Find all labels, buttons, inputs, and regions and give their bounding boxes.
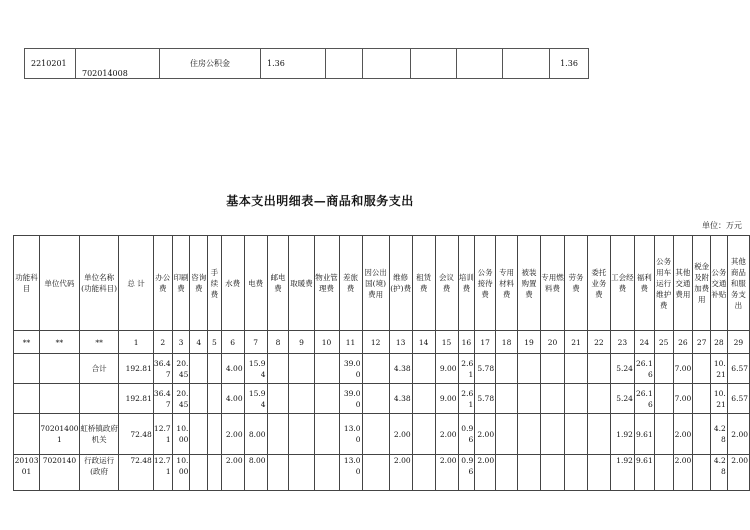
table-cell <box>289 384 314 414</box>
table-cell: 2.00 <box>475 455 496 491</box>
table-cell <box>496 455 518 491</box>
column-header: 劳务费 <box>564 236 587 331</box>
column-header: 被装购置费 <box>518 236 541 331</box>
table-cell: 7020140 <box>40 455 80 491</box>
table-cell <box>267 455 289 491</box>
table-cell: 192.81 <box>119 354 153 384</box>
table-cell <box>190 384 208 414</box>
table-cell: 10.21 <box>711 354 728 384</box>
table-cell: 2.00 <box>221 414 244 455</box>
column-number-cell: 15 <box>435 331 458 354</box>
table-cell <box>79 384 119 414</box>
column-number-cell: 12 <box>362 331 389 354</box>
column-number-cell: 8 <box>267 331 289 354</box>
column-header: 维修(护)费 <box>389 236 412 331</box>
column-number-cell: ** <box>79 331 119 354</box>
table-cell <box>314 455 339 491</box>
table-cell: 2.00 <box>435 455 458 491</box>
table-cell <box>314 384 339 414</box>
table-cell <box>564 455 587 491</box>
table-cell: 2.00 <box>221 455 244 491</box>
unit-label: 单位：万元 <box>702 221 742 230</box>
table-cell <box>208 384 222 414</box>
empty-cell <box>363 49 411 79</box>
column-header: 公务用车运行维护费 <box>654 236 673 331</box>
column-header: 手续费 <box>208 236 222 331</box>
column-number-cell: 1 <box>119 331 153 354</box>
column-number-cell: 28 <box>711 331 728 354</box>
table-cell <box>518 414 541 455</box>
table-cell: 8.00 <box>244 414 267 455</box>
column-number-cell: 2 <box>153 331 172 354</box>
table-cell: 12.71 <box>153 455 172 491</box>
table-cell: 9.61 <box>634 455 654 491</box>
page-title: 基本支出明细表—商品和服务支出 <box>226 194 414 208</box>
column-number-cell: 26 <box>673 331 693 354</box>
column-number-row <box>14 331 750 354</box>
table-cell: 9.61 <box>634 414 654 455</box>
table-cell: 虹桥镇政府机关 <box>79 414 119 455</box>
table-cell: 1.92 <box>610 455 634 491</box>
table-cell: 10.00 <box>172 414 190 455</box>
column-number-cell: 10 <box>314 331 339 354</box>
column-header: 其他商品和服务支出 <box>727 236 749 331</box>
table-cell <box>654 384 673 414</box>
column-header: 功能科目 <box>14 236 40 331</box>
table-cell: 15.94 <box>244 384 267 414</box>
column-header: 税金及附加费用 <box>693 236 711 331</box>
table-cell: 13.00 <box>339 414 362 455</box>
column-header: 其他交通费用 <box>673 236 693 331</box>
table-cell: 36.47 <box>153 354 172 384</box>
table-cell: 10.00 <box>172 455 190 491</box>
column-header: 公务交通补贴 <box>711 236 728 331</box>
table-cell <box>540 455 564 491</box>
column-number-cell: 5 <box>208 331 222 354</box>
table-cell <box>289 455 314 491</box>
column-number-cell: 16 <box>458 331 475 354</box>
empty-cell <box>457 49 503 79</box>
column-header: 单位代码 <box>40 236 80 331</box>
column-number-cell: 23 <box>610 331 634 354</box>
column-number-cell: 20 <box>540 331 564 354</box>
table-cell <box>587 384 610 414</box>
table-cell <box>540 414 564 455</box>
column-header: 物业管理费 <box>314 236 339 331</box>
table-cell <box>412 384 435 414</box>
table-cell: 1.92 <box>610 414 634 455</box>
table-cell: 6.57 <box>727 354 749 384</box>
table-cell <box>190 455 208 491</box>
table-cell <box>14 384 40 414</box>
empty-cell <box>503 49 550 79</box>
table-cell <box>496 384 518 414</box>
table-cell <box>362 384 389 414</box>
amount-cell: 1.36 <box>261 49 326 79</box>
column-header: 单位名称(功能科目) <box>79 236 119 331</box>
table-row <box>14 384 750 414</box>
column-header: 委托业务费 <box>587 236 610 331</box>
table-cell: 2.00 <box>475 414 496 455</box>
column-number-cell: 6 <box>221 331 244 354</box>
table-cell <box>654 455 673 491</box>
table-cell <box>362 414 389 455</box>
table-cell <box>267 354 289 384</box>
table-cell: 8.00 <box>244 455 267 491</box>
column-number-cell: ** <box>40 331 80 354</box>
column-number-cell: 4 <box>190 331 208 354</box>
table-cell <box>496 414 518 455</box>
empty-cell <box>326 49 363 79</box>
table-cell: 2.61 <box>458 354 475 384</box>
column-header: 培训费 <box>458 236 475 331</box>
table-cell: 2010301 <box>14 455 40 491</box>
table-cell <box>190 354 208 384</box>
column-header: 水费 <box>221 236 244 331</box>
column-header: 工会经费 <box>610 236 634 331</box>
column-number-cell: 27 <box>693 331 711 354</box>
table-cell: 39.00 <box>339 384 362 414</box>
column-number-cell: 17 <box>475 331 496 354</box>
table-cell <box>14 354 40 384</box>
table-cell: 39.00 <box>339 354 362 384</box>
table-cell <box>208 354 222 384</box>
column-header: 会议费 <box>435 236 458 331</box>
table-cell <box>564 414 587 455</box>
table-cell: 12.71 <box>153 414 172 455</box>
table-cell: 26.16 <box>634 354 654 384</box>
amount-cell: 1.36 <box>550 49 589 79</box>
column-header: 电费 <box>244 236 267 331</box>
table-cell: 4.28 <box>711 414 728 455</box>
column-number-cell: 3 <box>172 331 190 354</box>
top-continuation-table <box>24 48 589 79</box>
table-cell: 2.00 <box>727 414 749 455</box>
column-header: 福利费 <box>634 236 654 331</box>
empty-cell <box>411 49 457 79</box>
table-cell: 2.00 <box>389 455 412 491</box>
table-cell: 4.00 <box>221 384 244 414</box>
table-cell: 行政运行(政府 <box>79 455 119 491</box>
table-cell: 5.24 <box>610 354 634 384</box>
table-cell: 4.28 <box>711 455 728 491</box>
column-number-cell: 19 <box>518 331 541 354</box>
column-header: 办公费 <box>153 236 172 331</box>
table-cell: 72.48 <box>119 414 153 455</box>
table-cell: 0.96 <box>458 414 475 455</box>
subject-code-cell: 2210201 <box>25 49 76 79</box>
column-number-cell: 25 <box>654 331 673 354</box>
table-cell: 20.45 <box>172 354 190 384</box>
table-cell <box>190 414 208 455</box>
table-cell: 2.00 <box>389 414 412 455</box>
table-cell: 72.48 <box>119 455 153 491</box>
table-cell: 4.38 <box>389 384 412 414</box>
item-name-cell: 住房公积金 <box>160 49 261 79</box>
table-cell <box>267 384 289 414</box>
table-cell: 4.38 <box>389 354 412 384</box>
table-cell: 5.78 <box>475 384 496 414</box>
header-row <box>14 236 750 331</box>
table-cell: 7.00 <box>673 354 693 384</box>
column-header: 专用材料费 <box>496 236 518 331</box>
table-cell <box>314 414 339 455</box>
table-cell <box>314 354 339 384</box>
table-cell: 2.00 <box>673 455 693 491</box>
table-cell <box>289 414 314 455</box>
column-header: 差旅费 <box>339 236 362 331</box>
table-cell <box>518 354 541 384</box>
table-cell: 6.57 <box>727 384 749 414</box>
column-number-cell: 14 <box>412 331 435 354</box>
table-cell: 702014001 <box>40 414 80 455</box>
table-cell: 20.45 <box>172 384 190 414</box>
table-row <box>25 49 589 79</box>
table-cell: 2.61 <box>458 384 475 414</box>
table-cell <box>208 455 222 491</box>
column-number-cell: ** <box>14 331 40 354</box>
table-cell: 5.78 <box>475 354 496 384</box>
table-cell: 0.96 <box>458 455 475 491</box>
column-number-cell: 13 <box>389 331 412 354</box>
table-cell: 2.00 <box>435 414 458 455</box>
table-cell <box>564 384 587 414</box>
column-number-cell: 11 <box>339 331 362 354</box>
table-cell <box>693 414 711 455</box>
table-cell <box>587 354 610 384</box>
table-cell: 4.00 <box>221 354 244 384</box>
table-cell: 2.00 <box>673 414 693 455</box>
unit-code-cell: 702014008 <box>76 49 160 79</box>
table-cell <box>14 414 40 455</box>
table-row <box>14 354 750 384</box>
table-cell <box>267 414 289 455</box>
column-header: 总 计 <box>119 236 153 331</box>
table-cell: 2.00 <box>727 455 749 491</box>
table-cell <box>587 414 610 455</box>
table-cell <box>540 384 564 414</box>
table-cell: 13.00 <box>339 455 362 491</box>
column-header: 专用燃料费 <box>540 236 564 331</box>
table-cell: 192.81 <box>119 384 153 414</box>
table-cell <box>208 414 222 455</box>
table-cell: 5.24 <box>610 384 634 414</box>
column-number-cell: 24 <box>634 331 654 354</box>
table-cell <box>289 354 314 384</box>
table-cell <box>654 354 673 384</box>
column-number-cell: 7 <box>244 331 267 354</box>
table-cell <box>518 455 541 491</box>
column-header: 租赁费 <box>412 236 435 331</box>
table-cell: 10.21 <box>711 384 728 414</box>
column-header: 取暖费 <box>289 236 314 331</box>
column-number-cell: 21 <box>564 331 587 354</box>
column-number-cell: 9 <box>289 331 314 354</box>
table-cell: 9.00 <box>435 354 458 384</box>
table-cell <box>518 384 541 414</box>
column-number-cell: 22 <box>587 331 610 354</box>
table-cell <box>540 354 564 384</box>
table-cell <box>362 455 389 491</box>
table-cell: 合计 <box>79 354 119 384</box>
column-header: 邮电费 <box>267 236 289 331</box>
table-cell <box>412 455 435 491</box>
table-cell <box>693 354 711 384</box>
table-cell <box>496 354 518 384</box>
table-cell: 7.00 <box>673 384 693 414</box>
table-cell <box>693 455 711 491</box>
table-cell <box>40 354 80 384</box>
table-cell <box>412 354 435 384</box>
table-cell <box>362 354 389 384</box>
column-header: 公务接待费 <box>475 236 496 331</box>
column-header: 因公出国(境)费用 <box>362 236 389 331</box>
table-cell: 9.00 <box>435 384 458 414</box>
table-cell <box>587 455 610 491</box>
table-cell <box>564 354 587 384</box>
column-header: 咨询费 <box>190 236 208 331</box>
column-number-cell: 29 <box>727 331 749 354</box>
table-cell: 26.16 <box>634 384 654 414</box>
column-number-cell: 18 <box>496 331 518 354</box>
expense-detail-table <box>13 235 750 491</box>
table-cell <box>40 384 80 414</box>
table-row <box>14 414 750 455</box>
column-header: 印刷费 <box>172 236 190 331</box>
table-cell: 15.94 <box>244 354 267 384</box>
table-row <box>14 455 750 491</box>
table-cell: 36.47 <box>153 384 172 414</box>
table-cell <box>654 414 673 455</box>
table-cell <box>412 414 435 455</box>
table-cell <box>693 384 711 414</box>
